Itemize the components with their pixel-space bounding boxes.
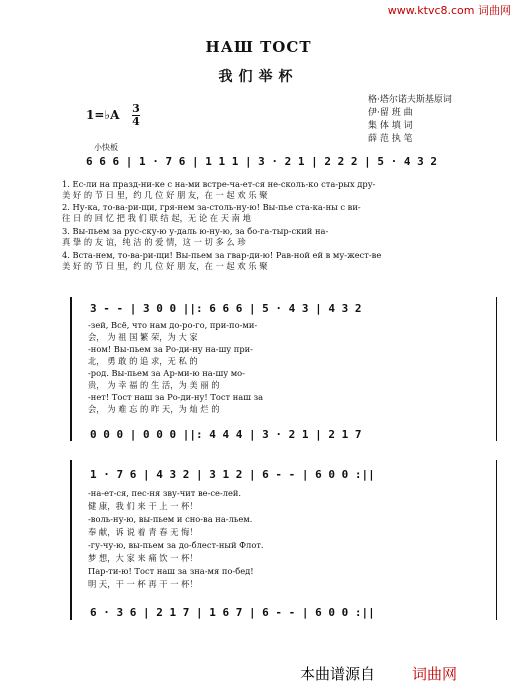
meter-top: 3: [132, 102, 140, 115]
key-signature: 1=♭A: [86, 108, 120, 122]
lyric-line: 贵， 为 幸 福 的 生 活，为 美 丽 的: [88, 380, 220, 390]
lyric-line: -зей, Всё, что нам до-ро-го, при-по-ми-: [88, 320, 258, 330]
lyric-line: 3. Вы-пьем за рус-ску-ю у-даль ю-ну-ю, за бо-га-тыр-ский на-: [62, 226, 329, 236]
lyric-line: 明 天，干 一 杯 再 干 一 杯！: [88, 579, 198, 589]
notes-row-3: 1 · 7 6 | 4 3 2 | 3 1 2 | 6 - - | 6 0 0 :||: [90, 468, 375, 481]
lyric-line: -воль-ну-ю, вы-пьем и сно-ва на-льем.: [88, 514, 253, 524]
lyric-line: 会， 为 难 忘 的 昨 天，为 灿 烂 的: [88, 404, 220, 414]
notes-row-3-lower: 6 · 3 6 | 2 1 7 | 1 6 7 | 6 - - | 6 0 0 :||: [90, 606, 375, 619]
footer-site-name[interactable]: 词曲网: [412, 665, 458, 683]
credit-lyrics-cn: 集 体 填 词: [368, 121, 413, 131]
lyric-line: 会， 为 祖 国 繁 荣，为 大 家: [88, 332, 198, 342]
credit-lyrics-original: 格·塔尔诺夫斯基原词: [368, 95, 452, 105]
lyric-line: 梦 想，大 家 来 痛 饮 一 杯！: [88, 553, 198, 563]
barline-end: [496, 460, 497, 620]
notes-row-2-lower: 0 0 0 | 0 0 0 ||: 4 4 4 | 3 · 2 1 | 2 1 7: [90, 428, 362, 441]
lyric-line: 健 康，我 们 来 干 上 一 杯！: [88, 501, 198, 511]
system-brace: [70, 297, 72, 441]
title-russian: НАШ ТОСТ: [205, 38, 312, 56]
tempo-marking: 小快板: [94, 143, 118, 152]
barline-end: [496, 297, 497, 441]
lyric-line: 真 挚 的 友 谊，纯 洁 的 爱 情，这 一 切 多 么 珍: [62, 237, 246, 247]
lyric-line: 4. Вста-нем, то-ва-ри-щи! Вы-пьем за гвар-ди-ю! Рав-ной ей в му-жест-ве: [62, 250, 382, 260]
lyric-line: 美 好 的 节 日 里，约 几 位 好 朋 友，在 一 起 欢 乐 聚: [62, 261, 268, 271]
lyric-line: -нет! Тост наш за Ро-ди-ну! Тост наш за: [88, 392, 264, 402]
lyric-line: 北， 勇 敢 的 追 求，无 私 的: [88, 356, 198, 366]
lyric-line: 2. Ну-ка, то-ва-ри-щи, гря-нем за-столь-ну-ю! Вы-пье ста-ка-ны с ви-: [62, 202, 361, 212]
credit-music: 伊·留 班 曲: [368, 108, 413, 118]
title-chinese: 我们举杯: [218, 69, 299, 85]
system-brace: [70, 460, 72, 620]
lyric-line: 往 日 的 回 忆 把 我 们 联 结 起，无 论 在 天 南 地: [62, 213, 251, 223]
credits: [368, 94, 452, 146]
lyric-line: 奉 献，诉 说 着 青 春 无 悔！: [88, 527, 198, 537]
lyric-line: Пар-ти-ю! Тост наш за зна-мя по-бед!: [88, 566, 254, 576]
notes-row-2: 3 - - | 3 0 0 ||: 6 6 6 | 5 · 4 3 | 4 3 2: [90, 302, 362, 315]
lyric-line: 1. Ес-ли на празд-ни-ке с на-ми встре-ча-ет-ся не-сколь-ко ста-рых дру-: [62, 179, 376, 189]
lyric-line: -ном! Вы-пьем за Ро-ди-ну на-шу при-: [88, 344, 253, 354]
lyric-line: -род. Вы-пьем за Ар-ми-ю на-шу мо-: [88, 368, 245, 378]
lyric-line: 美 好 的 节 日 里，约 几 位 好 朋 友，在 一 起 欢 乐 聚: [62, 190, 268, 200]
site-url[interactable]: www.ktvc8.com 词曲网: [387, 4, 511, 17]
notes-row-1: 6 6 6 | 1 · 7 6 | 1 1 1 | 3 · 2 1 | 2 2 2 | 5 · 4 3 2: [86, 155, 437, 168]
meter-bottom: 4: [132, 115, 140, 128]
lyric-line: -гу-чу-ю, вы-пьем за до-блест-ный Флот.: [88, 540, 264, 550]
footer-source-label: 本曲谱源自: [300, 665, 376, 683]
lyric-line: -на-ет-ся, пес-ня зву-чит ве-се-лей.: [88, 488, 242, 498]
credit-editor: 薛 范 执 笔: [368, 134, 413, 144]
time-signature: [132, 104, 140, 127]
